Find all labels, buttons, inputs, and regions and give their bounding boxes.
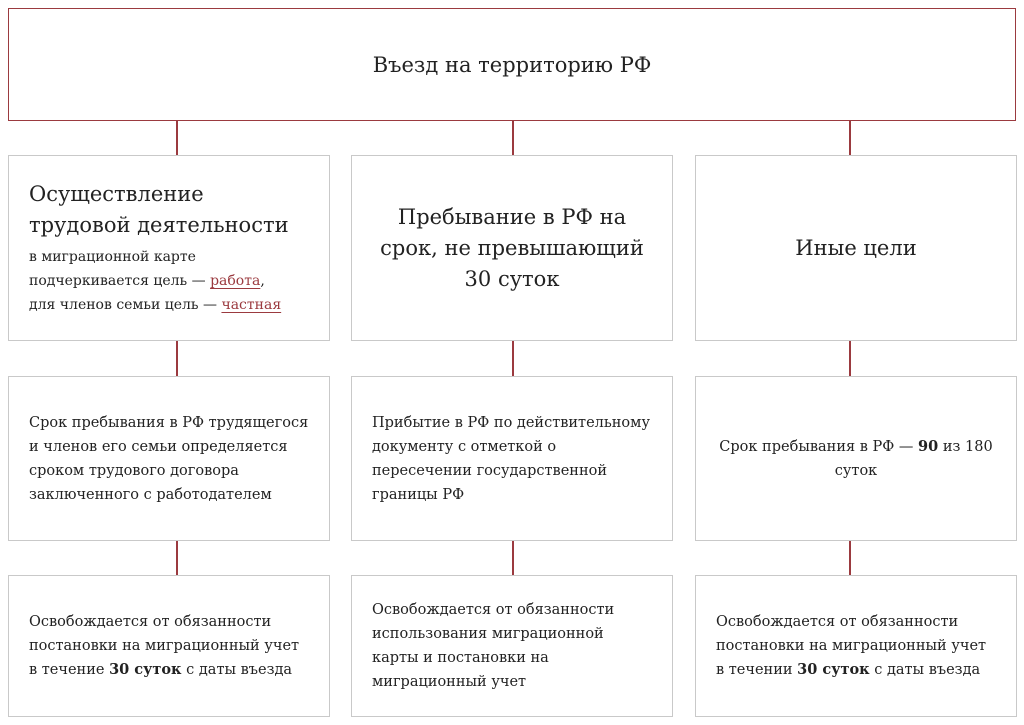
- connector-col3-row1-row2: [849, 341, 851, 376]
- col1-registration-box: [8, 575, 330, 717]
- col3-registration-bold: 30 суток: [797, 661, 870, 678]
- col1-registration-bold: 30 суток: [109, 661, 182, 678]
- col1-note-line1: в миграционной карте: [29, 249, 196, 265]
- col1-duration-box: [8, 376, 330, 541]
- col3-heading: Иные цели: [795, 235, 917, 260]
- connector-col1-row1-row2: [176, 341, 178, 376]
- col3-duration-text: [716, 435, 996, 483]
- col1-registration-prefix: Освобождается от обязанности постановки на миграционный учет в течение: [29, 614, 300, 678]
- col1-heading: [29, 179, 309, 241]
- col1-note-line3: [29, 293, 309, 317]
- root-box: [8, 8, 1016, 121]
- link-private[interactable]: частная: [221, 297, 282, 313]
- col2-duration-box: [351, 376, 673, 541]
- col3-duration-box: [695, 376, 1017, 541]
- col1-note: [29, 245, 309, 317]
- col3-registration-suffix: с даты въезда: [869, 662, 981, 678]
- col1-duration-text: Срок пребывания в РФ трудящегося и членов его семьи определяется сроком трудового договора заключенного с работодателем: [29, 414, 309, 503]
- col1-heading-box: [8, 155, 330, 341]
- link-work[interactable]: работа: [210, 273, 261, 289]
- connector-col1-row2-row3: [176, 541, 178, 575]
- connector-col2-row2-row3: [512, 541, 514, 575]
- col3-registration-prefix: Освобождается от обязанности постановки на миграционный учет в течении: [716, 614, 987, 678]
- col3-heading-box: [695, 155, 1017, 341]
- col1-heading-line2: трудовой деятельности: [29, 213, 289, 237]
- connector-col2-row1-row2: [512, 341, 514, 376]
- col3-duration-suffix: из 180 суток: [834, 438, 993, 479]
- col1-note-line3-prefix: для членов семьи цель —: [29, 297, 222, 313]
- col3-duration-prefix: Срок пребывания в РФ —: [719, 438, 919, 455]
- col3-duration-bold: 90: [918, 437, 939, 455]
- col1-registration-suffix: с даты въезда: [181, 662, 293, 678]
- connector-root-col2: [512, 121, 514, 155]
- col2-duration-text: Прибытие в РФ по действительному документу с отметкой о пересечении государственной границы РФ: [372, 414, 650, 503]
- col3-registration-text: [716, 610, 996, 682]
- col1-note-line2-prefix: подчеркивается цель —: [29, 273, 211, 289]
- connector-root-col3: [849, 121, 851, 155]
- connector-root-col1: [176, 121, 178, 155]
- connector-col3-row2-row3: [849, 541, 851, 575]
- col1-registration-text: [29, 610, 309, 682]
- col1-heading-line1: Осуществление: [29, 182, 204, 206]
- col2-heading-box: [351, 155, 673, 341]
- col1-note-line2-suffix: ,: [260, 273, 265, 289]
- col2-heading: Пребывание в РФ на срок, не превышающий 30 суток: [380, 204, 644, 291]
- col3-registration-box: [695, 575, 1017, 717]
- col2-registration-text: Освобождается от обязанности использования миграционной карты и постановки на миграционный учет: [372, 602, 615, 690]
- col1-note-line2: [29, 269, 309, 293]
- root-title: Въезд на территорию РФ: [372, 52, 652, 77]
- col2-registration-box: [351, 575, 673, 717]
